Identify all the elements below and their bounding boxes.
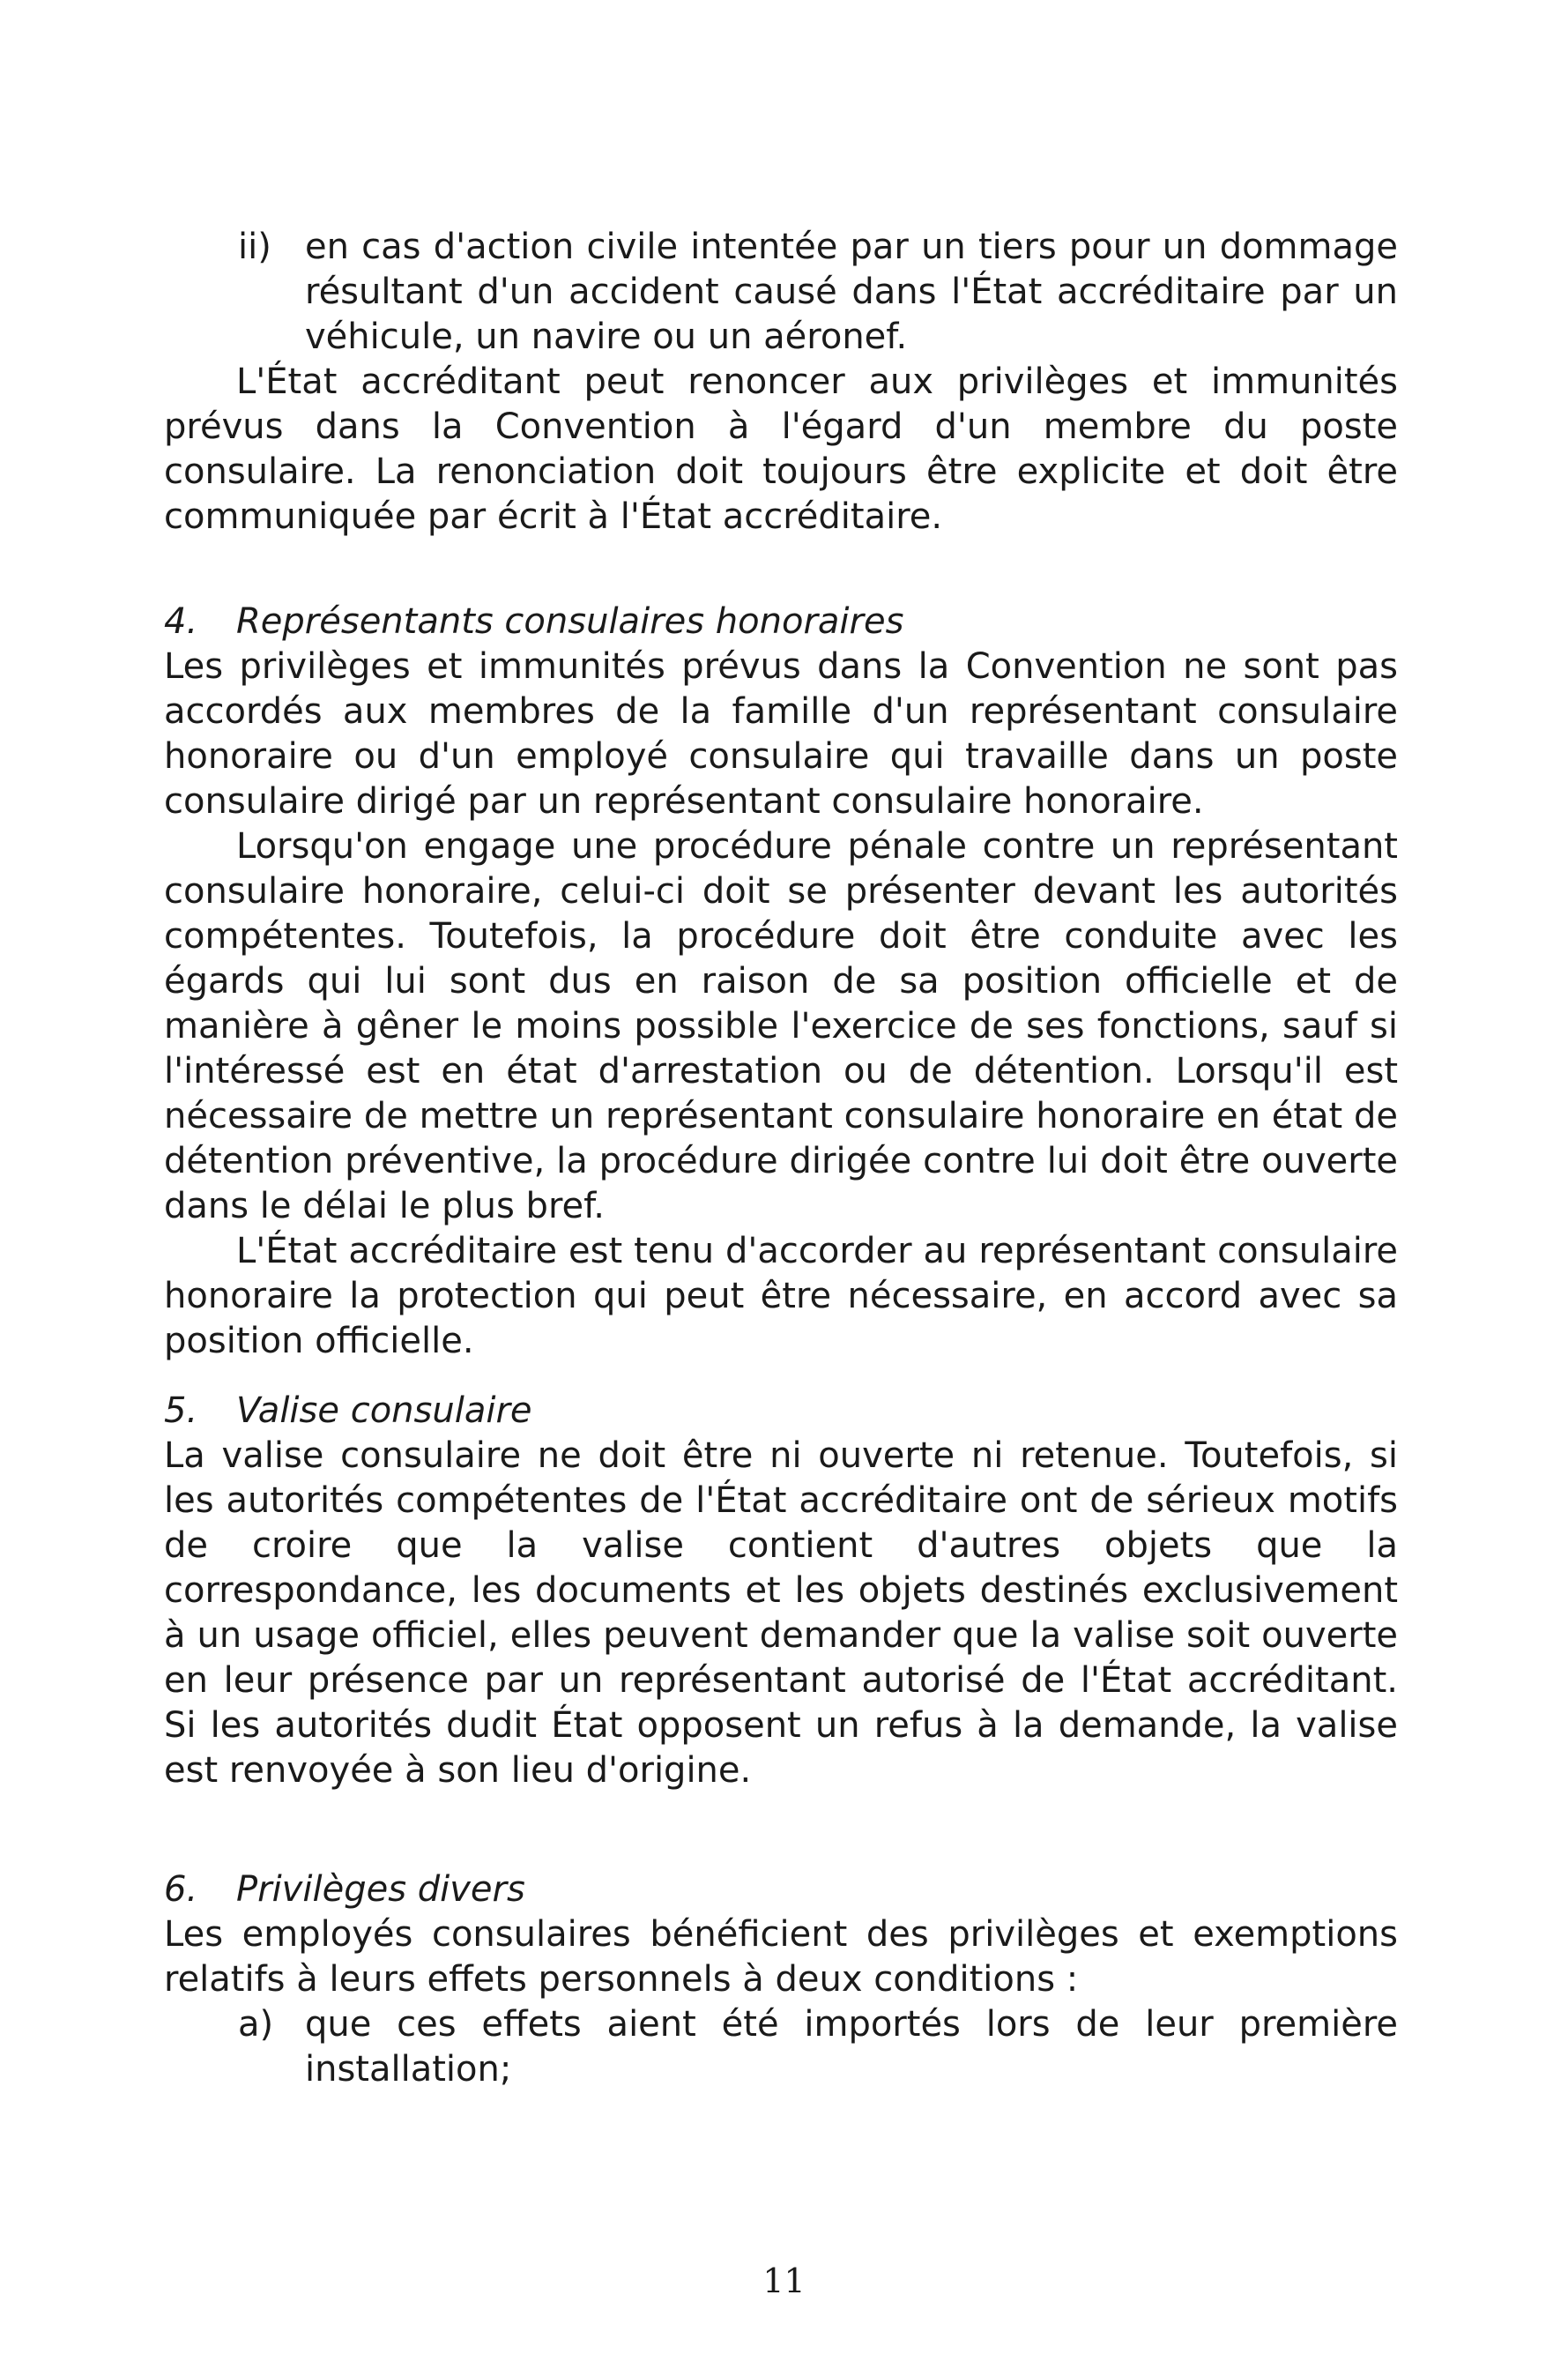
section-title: Représentants consulaires honoraires	[236, 601, 904, 642]
section-number: 6.	[164, 1869, 198, 1910]
paragraph: Les employés consulaires bénéficient des privilèges et exemptions relatifs à leurs effets personnels à deux conditions :	[164, 1914, 1398, 2000]
list-item-text: en cas d'action civile intentée par un tiers pour un dommage résultant d'un accident causé dans l'État accréditaire par un véhicule, un navire ou un aéronef.	[305, 227, 1398, 357]
section-5	[164, 1389, 1398, 1793]
paragraph: Les privilèges et immunités prévus dans la Convention ne sont pas accordés aux membres de la famille d'un représentant consulaire honoraire ou d'un employé consulaire qui travaille dans un poste consulaire dirigé par un représentant consulaire honoraire.	[164, 646, 1398, 822]
section-heading	[164, 1389, 1398, 1434]
text-block-waiver	[164, 225, 1398, 540]
paragraph-waiver: L'État accréditant peut renoncer aux privilèges et immunités prévus dans la Convention à l'égard d'un membre du poste consulaire. La renonciation doit toujours être explicite et doit être communiquée par écrit à l'État accréditaire.	[164, 361, 1398, 537]
section-title: Valise consulaire	[236, 1390, 532, 1431]
paragraph: La valise consulaire ne doit être ni ouverte ni retenue. Toutefois, si les autorités compétentes de l'État accréditaire ont de sérieux motifs de croire que la valise contient d'autres objets que la correspondance, les documents et les objets destinés exclusivement à un usage officiel, elles peuvent demander que la valise soit ouverte en leur présence par un représentant autorisé de l'État accréditant. Si les autorités dudit État opposent un refus à la demande, la valise est renvoyée à son lieu d'origine.	[164, 1435, 1398, 1791]
section-4	[164, 600, 1398, 1364]
section-heading	[164, 600, 1398, 645]
section-number: 5.	[164, 1390, 198, 1431]
list-item-ii	[164, 225, 1398, 360]
section-title: Privilèges divers	[236, 1869, 525, 1910]
paragraph: L'État accréditaire est tenu d'accorder au représentant consulaire honoraire la protection qui peut être nécessaire, en accord avec sa position officielle.	[164, 1231, 1398, 1361]
list-marker: ii)	[238, 227, 271, 267]
paragraph: Lorsqu'on engage une procédure pénale contre un représentant consulaire honoraire, celui-ci doit se présenter devant les autorités compétentes. Toutefois, la procédure doit être conduite avec les égards qui lui sont dus en raison de sa position officielle et de manière à gêner le moins possible l'exercice de ses fonctions, sauf si l'intéressé est en état d'arrestation ou de détention. Lorsqu'il est nécessaire de mettre un représentant consulaire honoraire en état de détention préventive, la procédure dirigée contre lui doit être ouverte dans le délai le plus bref.	[164, 826, 1398, 1226]
section-heading	[164, 1867, 1398, 1912]
list-item-text: que ces effets aient été importés lors de leur première installation;	[305, 2004, 1398, 2090]
page-number: 11	[762, 2261, 806, 2300]
list-marker: a)	[238, 2004, 274, 2045]
list-item-a	[164, 2002, 1398, 2092]
section-number: 4.	[164, 601, 198, 642]
section-6	[164, 1867, 1398, 2092]
